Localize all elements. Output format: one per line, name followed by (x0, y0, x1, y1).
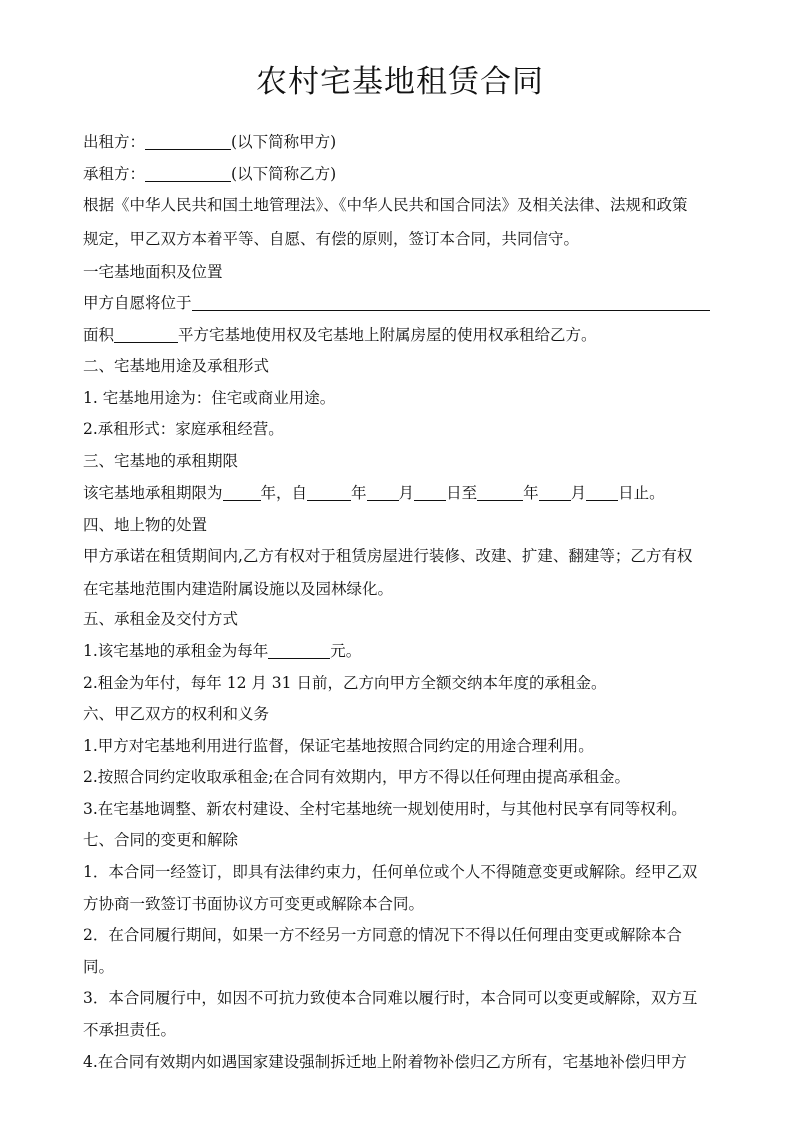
end-day-blank[interactable] (586, 483, 618, 501)
paragraph-line: 2.按照合同约定收取承租金;在合同有效期内，甲方不得以任何理由提高承租金。 (83, 768, 631, 786)
location-blank[interactable] (192, 293, 710, 311)
section-heading: 三、宅基地的承租期限 (83, 452, 239, 470)
section-heading: 五、承租金及交付方式 (83, 610, 239, 628)
paragraph-line: 4.在合同有效期内如遇国家建设强制拆迁地上附着物补偿归乙方所有，宅基地补偿归甲方 (83, 1053, 687, 1071)
term-text: 日至 (446, 484, 478, 502)
paragraph-line: 在宅基地范围内建造附属设施以及园林绿化。 (83, 580, 394, 598)
area-text: 平方宅基地使用权及宅基地上附属房屋的使用权承租给乙方。 (178, 326, 597, 344)
area-blank[interactable] (114, 325, 178, 343)
term-line (83, 482, 665, 504)
paragraph-line: 2．在合同履行期间，如果一方不经另一方同意的情况下不得以任何理由变更或解除本合 (83, 926, 682, 944)
end-year-blank[interactable] (477, 483, 523, 501)
lessee-name-blank[interactable] (145, 164, 231, 182)
section-heading: 四、地上物的处置 (83, 516, 208, 534)
term-years-blank[interactable] (223, 483, 261, 501)
paragraph-line: 1．本合同一经签订，即具有法律约束力，任何单位或个人不得随意变更或解除。经甲乙双 (83, 863, 698, 881)
lessor-name-blank[interactable] (145, 132, 231, 150)
term-text: 年 (523, 484, 539, 502)
rent-unit: 元。 (330, 642, 362, 660)
paragraph-line: 同。 (83, 958, 115, 976)
rent-label: 1.该宅基地的承租金为每年 (83, 642, 269, 660)
lessee-alias: (以下简称乙方) (231, 165, 337, 183)
start-month-blank[interactable] (367, 483, 399, 501)
lessor-label: 出租方： (83, 133, 146, 151)
section-heading: 七、合同的变更和解除 (83, 831, 239, 849)
paragraph-line: 方协商一致签订书面协议方可变更或解除本合同。 (83, 895, 425, 913)
lessor-alias: (以下简称甲方) (231, 133, 337, 151)
rent-amount-blank[interactable] (268, 641, 330, 659)
section-heading: 一宅基地面积及位置 (83, 263, 223, 281)
lessee-line (83, 163, 336, 185)
rent-line (83, 640, 361, 662)
term-text: 日止。 (618, 484, 665, 502)
location-line (83, 292, 710, 314)
paragraph-line: 2.承租形式：家庭承租经营。 (83, 420, 284, 438)
paragraph-line: 规定，甲乙双方本着平等、自愿、有偿的原则，签订本合同，共同信守。 (83, 230, 580, 248)
start-day-blank[interactable] (414, 483, 446, 501)
area-label: 面积 (83, 326, 115, 344)
paragraph-line: 1.甲方对宅基地利用进行监督，保证宅基地按照合同约定的用途合理利用。 (83, 737, 594, 755)
paragraph-line: 根据《中华人民共和国土地管理法》、《中华人民共和国合同法》及相关法律、法规和政策 (83, 196, 688, 214)
term-text: 月 (570, 484, 587, 502)
term-label: 该宅基地承租期限为 (83, 484, 223, 502)
end-month-blank[interactable] (539, 483, 571, 501)
paragraph-line: 3．本合同履行中，如因不可抗力致使本合同难以履行时，本合同可以变更或解除，双方互 (83, 989, 698, 1007)
lessor-line (83, 131, 336, 153)
term-text: 年 (351, 484, 367, 502)
paragraph-line: 甲方承诺在租赁期间内,乙方有权对于租赁房屋进行装修、改建、扩建、翻建等；乙方有权 (83, 547, 693, 565)
term-text: 月 (398, 484, 415, 502)
paragraph-line: 1. 宅基地用途为：住宅或商业用途。 (83, 389, 336, 407)
section-heading: 六、甲乙双方的权利和义务 (83, 705, 270, 723)
location-label: 甲方自愿将位于 (83, 294, 192, 312)
term-text: 年，自 (260, 484, 308, 502)
area-line (83, 324, 597, 346)
lessee-label: 承租方： (83, 165, 146, 183)
start-year-blank[interactable] (307, 483, 351, 501)
document-title: 农村宅基地租赁合同 (256, 64, 544, 100)
paragraph-line: 不承担责任。 (83, 1021, 177, 1039)
section-heading: 二、宅基地用途及承租形式 (83, 357, 270, 375)
paragraph-line: 3.在宅基地调整、新农村建设、全村宅基地统一规划使用时，与其他村民享有同等权利。 (83, 800, 687, 818)
paragraph-line: 2.租金为年付，每年 12 月 31 日前，乙方向甲方全额交纳本年度的承租金。 (83, 674, 607, 692)
